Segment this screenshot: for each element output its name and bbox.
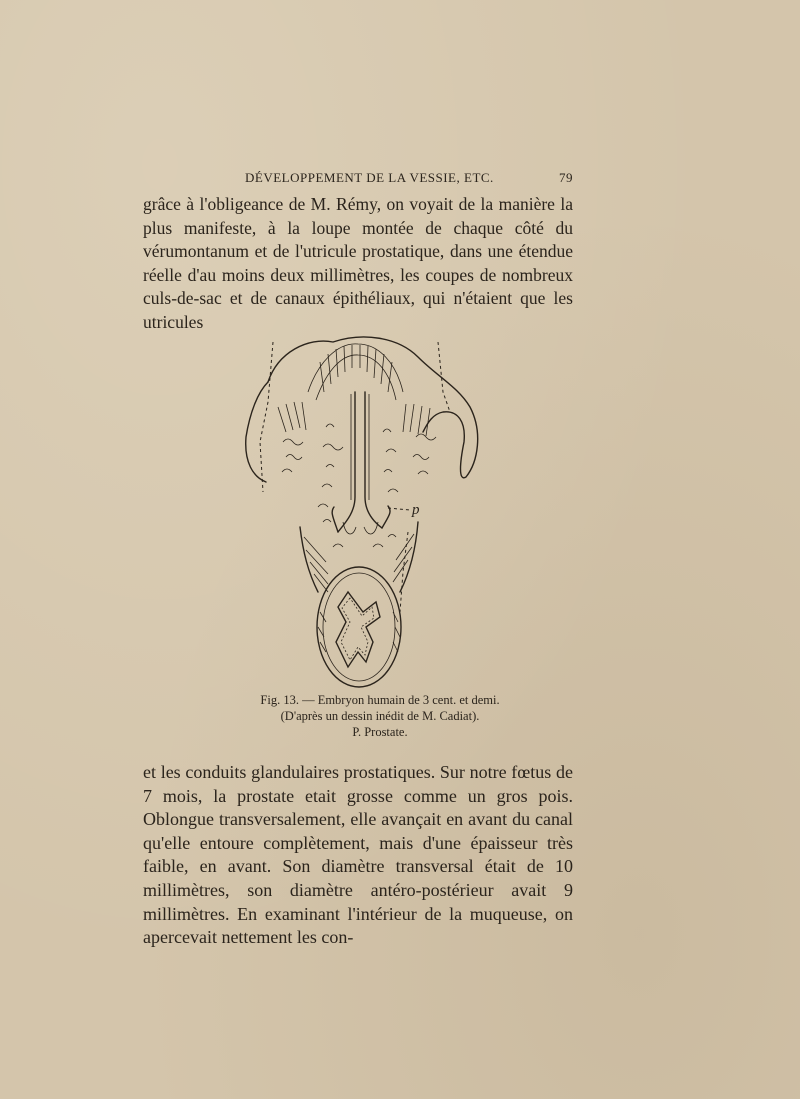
- caption-line-2: (D'après un dessin inédit de M. Cadiat).: [280, 709, 480, 723]
- embryo-section-drawing: [238, 322, 508, 692]
- paragraph: grâce à l'obligeance de M. Rémy, on voyait de la manière la plus manifeste, à la loupe montée de chaque côté du vérumontanum et de l'utricule prostatique, dans une étendue réelle d'au moins deux millimètres, les coupes de nombreux culs-de-sac et de canaux épithéliaux, qui n'étaient que les utricules: [143, 194, 573, 332]
- page-number: 79: [559, 170, 573, 185]
- caption-line-3: P. Prostate.: [352, 725, 408, 739]
- figure-caption: [200, 692, 560, 740]
- page-header: [143, 168, 573, 188]
- paragraph: et les conduits glandulaires prostatiques. Sur notre fœtus de 7 mois, la prostate etait grosse comme un gros pois. Oblongue transversalement, elle avançait en avant du canal qu'elle entoure complètement, mais d'une épaisseur très faible, en avant. Son diamètre transversal était de 10 millimètres, son diamètre antéro-postérieur avait 9 millimètres. En examinant l'intérieur de la muqueuse, on apercevait nettement les con-: [143, 762, 573, 948]
- body-text-bottom: [143, 761, 573, 950]
- prostate-label: p: [412, 502, 420, 518]
- caption-line-1: Fig. 13. — Embryon humain de 3 cent. et demi.: [260, 693, 500, 707]
- body-text-top: [143, 193, 573, 334]
- running-title: DÉVELOPPEMENT DE LA VESSIE, ETC.: [245, 170, 494, 185]
- figure-13-illustration: [238, 322, 508, 692]
